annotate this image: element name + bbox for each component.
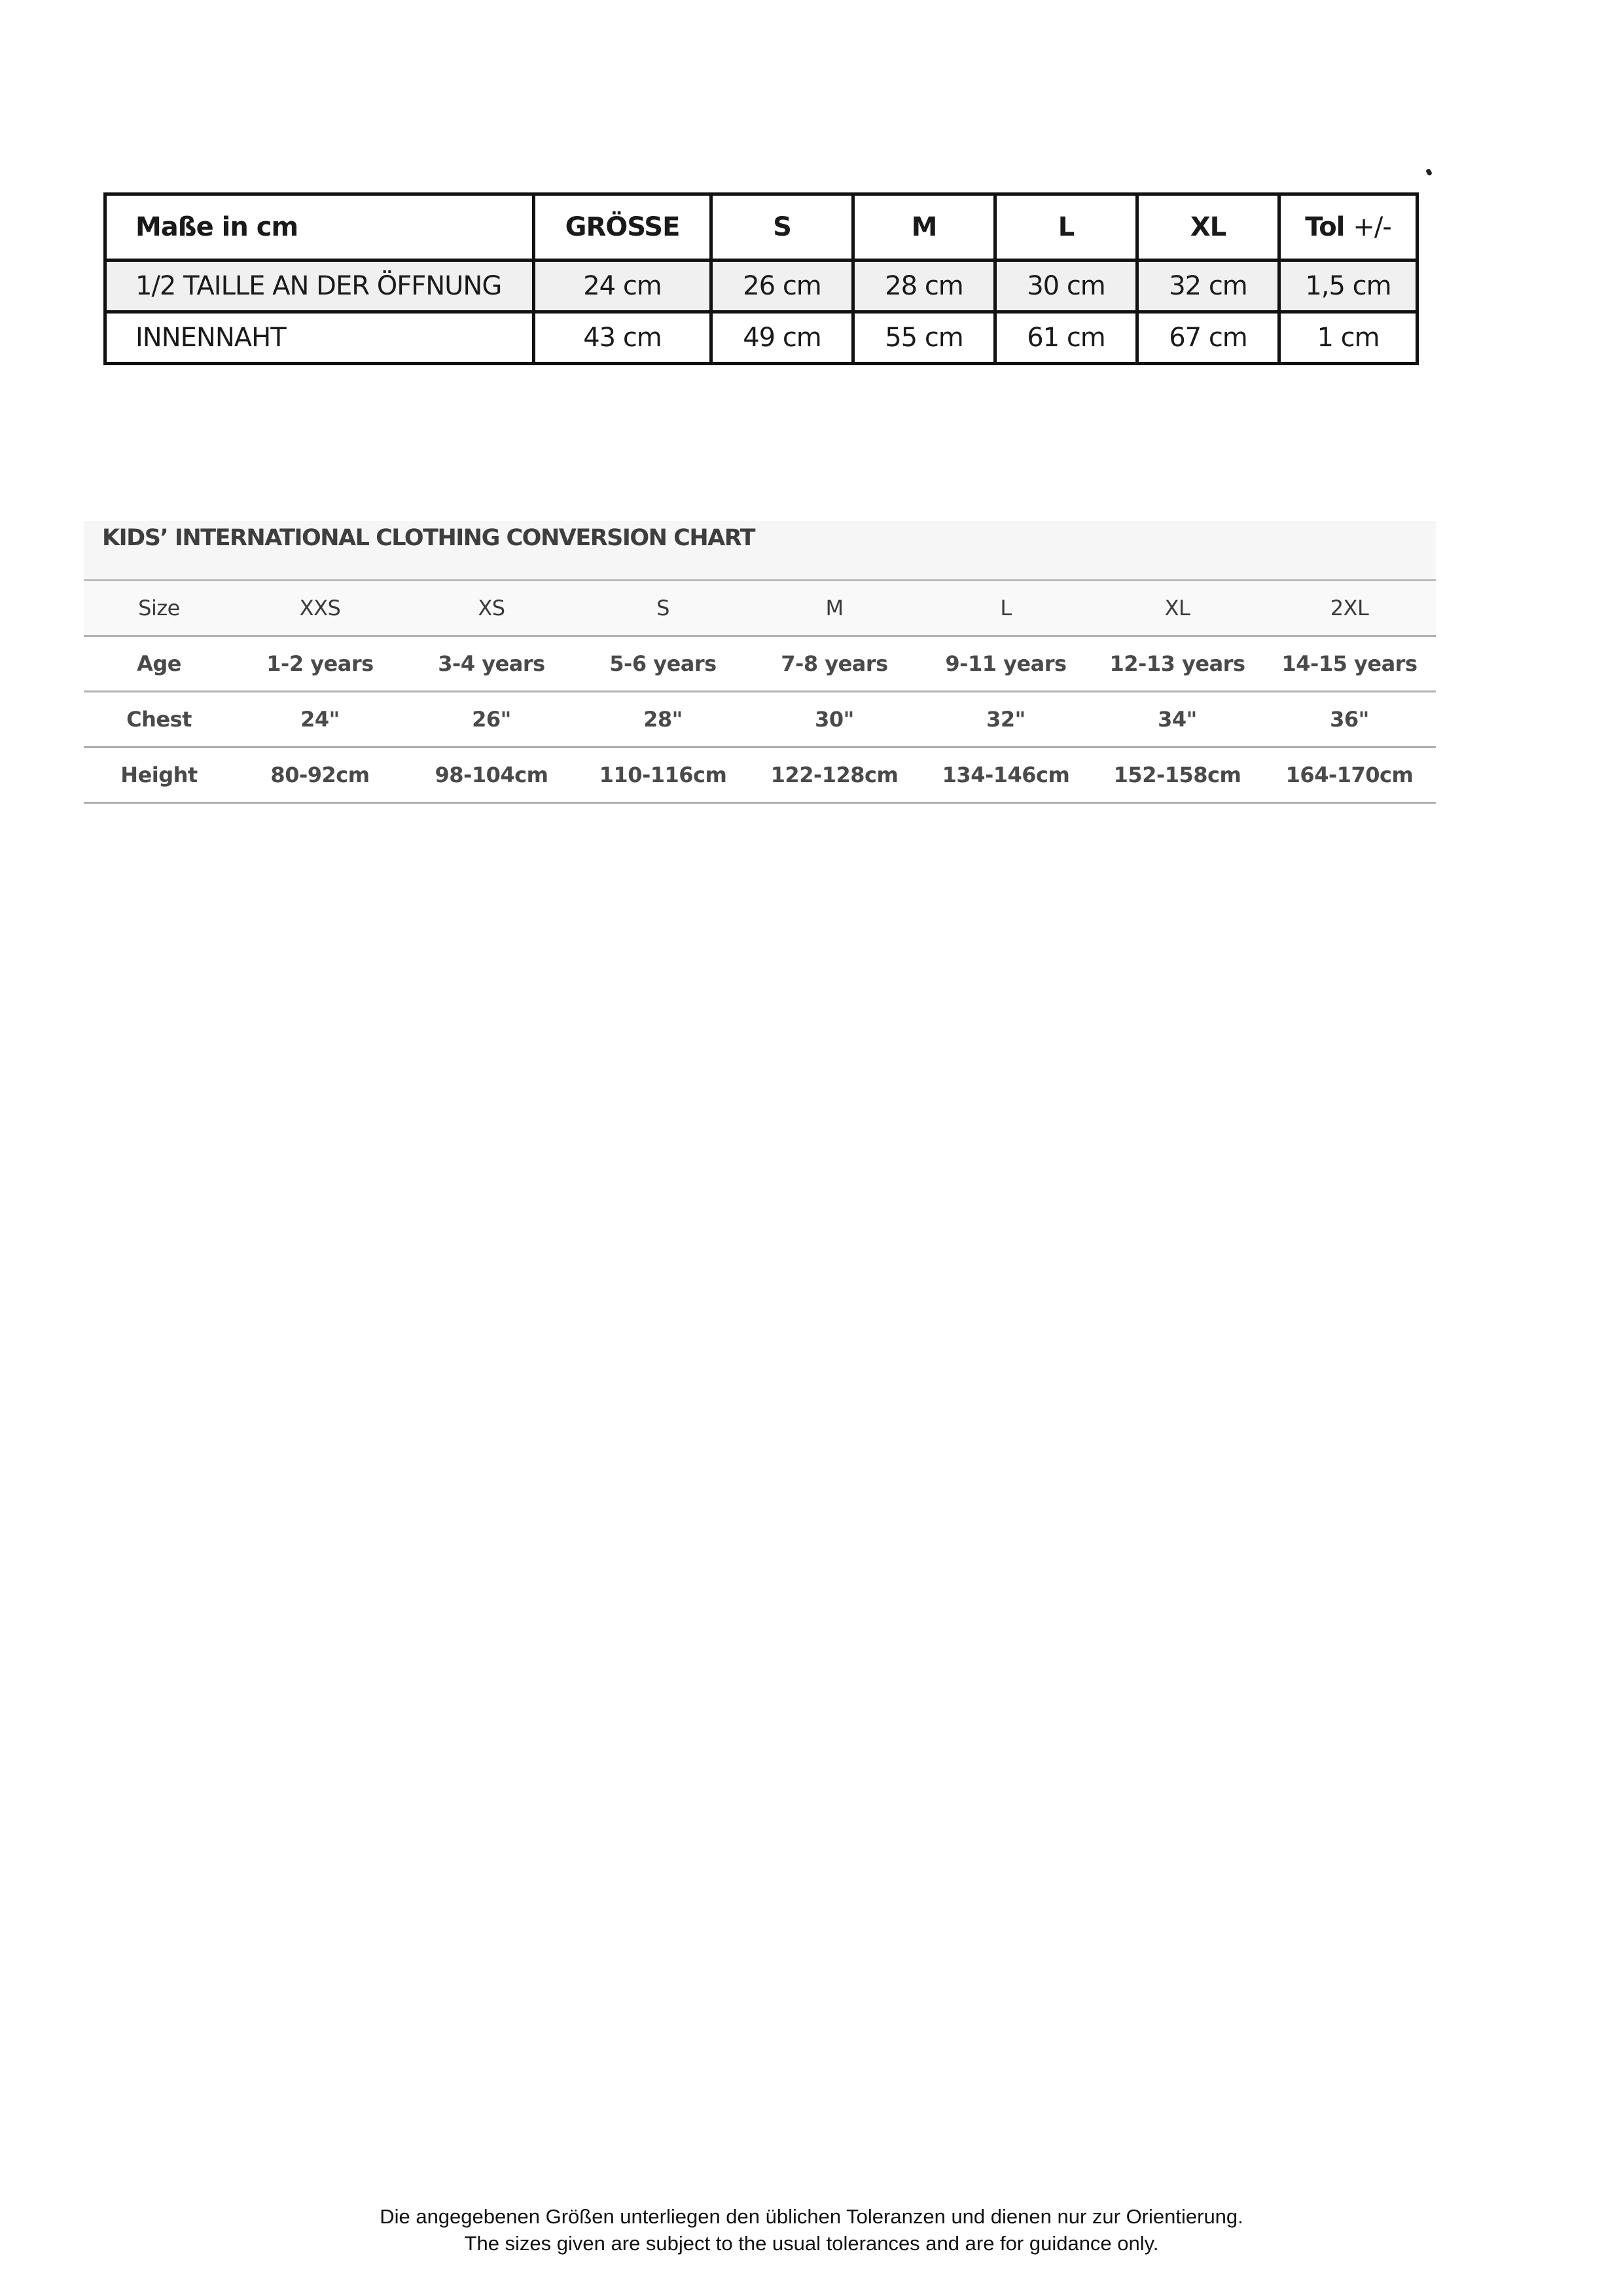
table-cell: 1 cm [1279,312,1418,364]
size-row [84,581,1436,636]
table-cell: 152-158cm [1092,747,1263,803]
tol-suffix: +/- [1353,212,1391,242]
footer-disclaimer [0,2203,1623,2257]
kids-conversion-chart [84,521,1436,804]
table-row [105,260,1418,312]
chest-row [84,692,1436,747]
table-cell: XXS [234,581,406,636]
table-row [105,312,1418,364]
table-cell: 122-128cm [749,747,920,803]
table-cell: 43 cm [534,312,711,364]
table-cell: S [577,581,749,636]
row-label-size: Size [84,581,234,636]
height-row [84,747,1436,803]
table-cell: 1,5 cm [1279,260,1418,312]
table-cell: 80-92cm [234,747,406,803]
measurements-header-l: L [995,194,1137,260]
table-cell: 32 cm [1137,260,1279,312]
measurements-header-size: GRÖSSE [534,194,711,260]
row-label-height: Height [84,747,234,803]
measurements-header-row [105,194,1418,260]
footer-line-de: Die angegebenen Größen unterliegen den üblichen Toleranzen und dienen nur zur Orientierung. [380,2205,1243,2228]
table-cell: L [920,581,1092,636]
row-label-chest: Chest [84,692,234,747]
measurements-header-xl: XL [1137,194,1279,260]
table-cell: 110-116cm [577,747,749,803]
table-cell: 28" [577,692,749,747]
stray-mark [1425,168,1433,176]
measurements-header-label: Maße in cm [105,194,534,260]
table-cell: 9-11 years [920,636,1092,692]
table-cell: 32" [920,692,1092,747]
table-cell: 26" [406,692,577,747]
measurements-header-m: M [853,194,995,260]
table-cell: 61 cm [995,312,1137,364]
table-cell: XL [1092,581,1263,636]
table-cell: 28 cm [853,260,995,312]
table-cell: 24 cm [534,260,711,312]
table-cell: 26 cm [711,260,853,312]
table-cell: 67 cm [1137,312,1279,364]
measurements-header-s: S [711,194,853,260]
measurements-header-tol [1279,194,1418,260]
table-cell: 5-6 years [577,636,749,692]
table-cell: 30" [749,692,920,747]
row-label-age: Age [84,636,234,692]
table-cell: 1-2 years [234,636,406,692]
tol-label: Tol [1305,212,1345,242]
table-cell: 34" [1092,692,1263,747]
table-cell: 36" [1263,692,1436,747]
table-cell: 164-170cm [1263,747,1436,803]
kids-chart-title: KIDS’ INTERNATIONAL CLOTHING CONVERSION CHART [84,521,1436,581]
table-cell: 2XL [1263,581,1436,636]
table-cell: 12-13 years [1092,636,1263,692]
table-cell: M [749,581,920,636]
table-cell: 30 cm [995,260,1137,312]
measurements-table [103,192,1419,365]
row-label-waist: 1/2 TAILLE AN DER ÖFFNUNG [105,260,534,312]
table-cell: 49 cm [711,312,853,364]
footer-line-en: The sizes given are subject to the usual tolerances and are for guidance only. [464,2232,1159,2255]
table-cell: 3-4 years [406,636,577,692]
table-cell: XS [406,581,577,636]
table-cell: 7-8 years [749,636,920,692]
table-cell: 24" [234,692,406,747]
row-label-inseam: INNENNAHT [105,312,534,364]
table-cell: 55 cm [853,312,995,364]
table-cell: 98-104cm [406,747,577,803]
table-cell: 134-146cm [920,747,1092,803]
table-cell: 14-15 years [1263,636,1436,692]
age-row [84,636,1436,692]
